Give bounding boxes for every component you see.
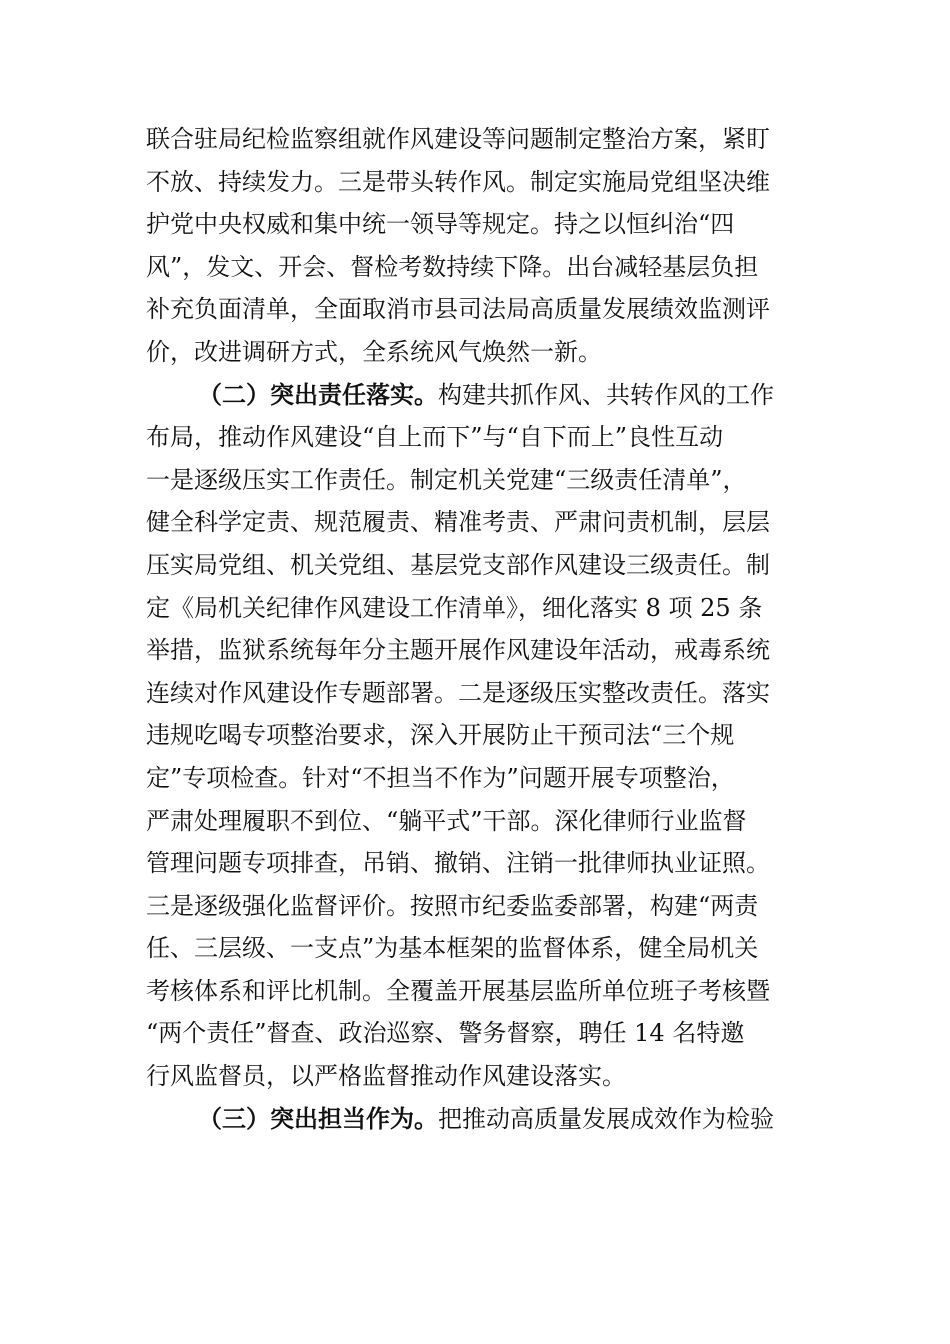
text-line: 三是逐级强化监督评价。按照市纪委监委部署，构建“两责 xyxy=(146,891,759,920)
text-line: 压实局党组、机关党组、基层党支部作风建设三级责任。制 xyxy=(146,550,770,579)
text-line: 联合驻局纪检监察组就作风建设等问题制定整治方案，紧盯 xyxy=(146,125,770,153)
text-line: 行风监督员，以严格监督推动作风建设落实。 xyxy=(146,1062,626,1091)
text-line: 健全科学定责、规范履责、精准考责、严肃问责机制，层层 xyxy=(146,508,770,537)
text-span: 把推动高质量发展成效作为检验 xyxy=(438,1104,774,1133)
text-line: “两个责任”督查、政治巡察、警务督察，聘任 14 名特邀 xyxy=(146,1019,745,1048)
paragraph-first-line xyxy=(146,374,816,417)
text-line: 违规吃喝专项整治要求，深入开展防止干预司法“三个规 xyxy=(146,721,735,750)
text-line: 任、三层级、一支点”为基本框架的监督体系，健全局机关 xyxy=(146,934,759,963)
section-heading: （二）突出责任落实。 xyxy=(198,379,438,409)
text-line: 连续对作风建设作专题部署。二是逐级压实整改责任。落实 xyxy=(146,678,770,707)
text-line: 严肃处理履职不到位、“躺平式”干部。深化律师行业监督 xyxy=(146,806,747,835)
document-body xyxy=(146,118,816,1140)
text-line: 护党中央权威和集中统一领导等规定。持之以恒纠治“四 xyxy=(146,210,735,239)
section-heading: （三）突出担当作为。 xyxy=(198,1103,438,1133)
text-line: 价，改进调研方式，全系统风气焕然一新。 xyxy=(146,337,602,366)
paragraph-first-line xyxy=(146,1098,816,1141)
text-line: 定《局机关纪律作风建设工作清单》，细化落实 8 项 25 条 xyxy=(146,593,763,622)
text-line: 考核体系和评比机制。全覆盖开展基层监所单位班子考核暨 xyxy=(146,976,770,1005)
text-span: 构建共抓作风、共转作风的工作 xyxy=(438,380,774,409)
text-line: 一是逐级压实工作责任。制定机关党建“三级责任清单”， xyxy=(146,465,747,494)
text-line: 管理问题专项排查，吊销、撤销、注销一批律师执业证照。 xyxy=(146,849,770,878)
text-line: 定”专项检查。针对“不担当不作为”问题开展专项整治， xyxy=(146,763,735,792)
text-line: 补充负面清单，全面取消市县司法局高质量发展绩效监测评 xyxy=(146,295,770,324)
text-line: 举措，监狱系统每年分主题开展作风建设年活动，戒毒系统 xyxy=(146,636,770,665)
text-line: 布局，推动作风建设“自上而下”与“自下而上”良性互动 xyxy=(146,423,724,452)
text-line: 风”，发文、开会、督检考数持续下降。出台减轻基层负担 xyxy=(146,252,759,281)
text-line: 不放、持续发力。三是带头转作风。制定实施局党组坚决维 xyxy=(146,167,770,196)
